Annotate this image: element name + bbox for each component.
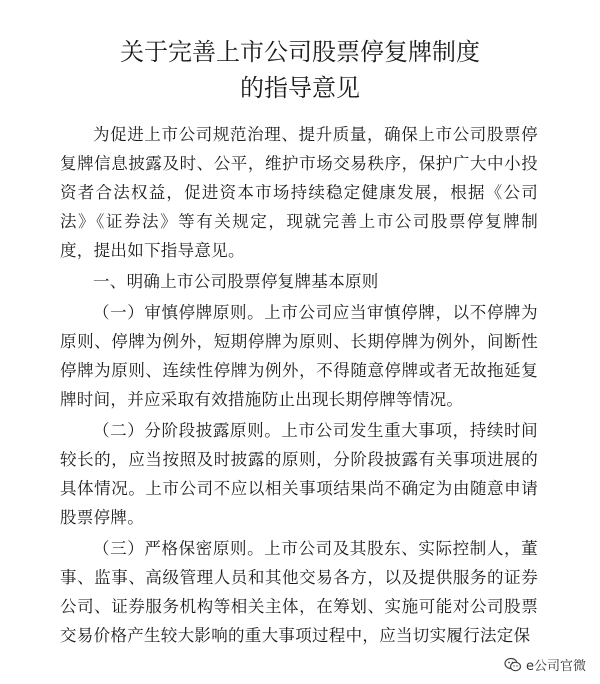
watermark — [500, 653, 592, 676]
title-line-2: 的指导意见 — [240, 74, 360, 102]
document-body — [60, 120, 538, 652]
section-heading-1: 一、明确上市公司股票停复牌基本原则 — [93, 272, 379, 291]
paragraph-intro: 为促进上市公司规范治理、提升质量，确保上市公司股票停复牌信息披露及时、公平，维护市场交易秩序，保护广大中小投资者合法权益，促进资本市场持续稳定健康发展，根据《公司法》《证券法》等有关规定，现就完善上市公司股票停复牌制度，提出如下指导意见。 — [60, 125, 538, 260]
document-title — [0, 34, 600, 106]
title-line-1: 关于完善上市公司股票停复牌制度 — [120, 38, 480, 66]
paragraph-principle-1: （一）审慎停牌原则。上市公司应当审慎停牌，以不停牌为原则、停牌为例外，短期停牌为原则、长期停牌为例外，间断性停牌为原则、连续性停牌为例外，不得随意停牌或者无故拖延复牌时间，并应采取有效措施防止出现长期停牌等情况。 — [60, 303, 538, 409]
wechat-icon — [504, 656, 522, 674]
paragraph-principle-2: （二）分阶段披露原则。上市公司发生重大事项，持续时间较长的，应当按照及时披露的原则，分阶段披露有关事项进展的具体情况。上市公司不应以相关事项结果尚不确定为由随意申请股票停牌。 — [60, 421, 538, 527]
watermark-text: e公司官微 — [526, 659, 586, 674]
paragraph-principle-3: （三）严格保密原则。上市公司及其股东、实际控制人，董事、监事、高级管理人员和其他交易各方，以及提供服务的证券公司、证券服务机构等相关主体，在筹划、实施可能对公司股票交易价格产生较大影响的重大事项过程中，应当切实履行法定保 — [60, 539, 538, 645]
